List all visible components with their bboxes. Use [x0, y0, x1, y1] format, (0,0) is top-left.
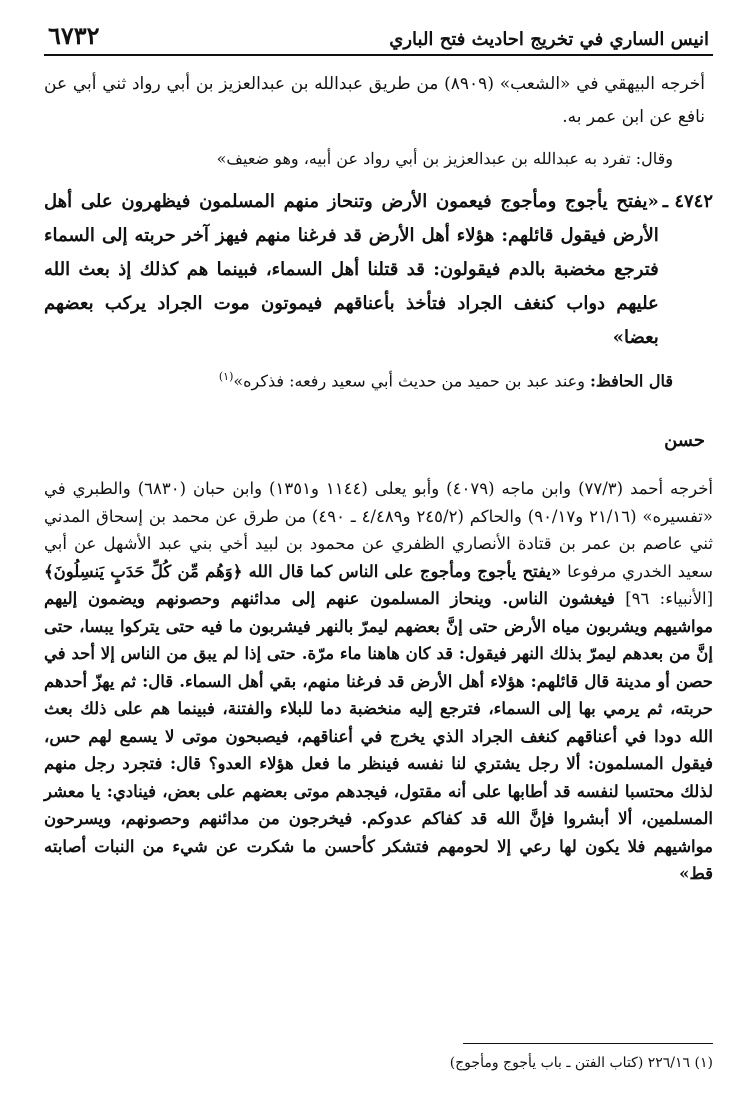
running-header — [44, 22, 713, 56]
hadith-grade: حسن — [664, 430, 705, 452]
takhrij-sources: أخرجه أحمد (٧٧/٣) وابن ماجه (٤٠٧٩) وأبو يعلى (١١٤٤ و١٣٥١) وابن حبان (٦٨٣٠) والطبري في «تفسيره» (٢١/١٦ و٩٠/١٧) والحاكم (٢٤٥/٢ و٤/٤٨٩ ـ ٤٩٠) من طرق عن محمد بن إسحاق المدني ثني عاصم بن عمر بن قتادة الأنصاري الظفري عن محمود بن لبيد أخي بني عبد الأشهل عن أبي سعيد الخدري مرفوعا — [44, 479, 713, 581]
page-number: ٦٧٣٢ — [48, 21, 100, 50]
hafiz-text: وعند عبد بن حميد من حديث أبي سعيد رفعه: فذكره» — [233, 371, 585, 391]
intro-quote-paragraph: وقال: تفرد به عبدالله بن عبدالعزيز بن أبي رواد عن أبيه، وهو ضعيف» — [216, 149, 673, 168]
intro-paragraph: أخرجه البيهقي في «الشعب» (٨٩٠٩) من طريق عبدالله بن عبدالعزيز بن أبي رواد ثني أبي عن نافع عن ابن عمر به. — [44, 74, 705, 127]
hadith-number: ٤٧٤٢ ـ — [662, 191, 713, 212]
takhrij-verse-ref: [الأنبياء: ٩٦] — [625, 589, 714, 609]
hadith-block — [44, 185, 713, 355]
takhrij-hadith-start: «يفتح يأجوج ومأجوج على الناس كما قال الله ﴿وَهُم مِّن كُلِّ حَدَبٍ يَنسِلُونَ﴾ — [44, 561, 562, 581]
hafiz-statement — [44, 361, 713, 397]
footnote-divider — [463, 1043, 713, 1044]
footnote: (١) ٢٢٦/١٦ (كتاب الفتن ـ باب يأجوج ومأجوج) — [449, 1055, 713, 1071]
book-title: انيس الساري في تخريج احاديث فتح الباري — [389, 29, 709, 50]
takhrij-hadith-body: فيغشون الناس. وينحاز المسلمون عنهم إلى مدائنهم وحصونهم ويضمون إليهم مواشيهم ويشربون مياه الأرض حتى إنَّ بعضهم ليمرّ بالنهر فيشربون ما فيه حتى يتركوا يبسا، حتى إنَّ من بعدهم ليمرّ بذلك النهر فيقول: قد كان هاهنا ماء مرّة. حتى إذا لم يبق من الناس إلا أحد في حصن أو مدينة قال قائلهم: هؤلاء أهل الأرض قد فرغنا منهم، بقي أهل السماء. قال: ثم يهزّ أحدهم حربته، ثم يرمي بها إلى السماء، فترجع إليه منخضبة دما للبلاء والفتنة، فبينما هم على ذلك بعث الله دودا في أعناقهم كنغف الجراد الذي يخرج في أعناقهم، فيصبحون موتى لا يسمع لهم حس، فيقول المسلمون: ألا رجل يشتري لنا نفسه فينظر ما فعل هؤلاء العدو؟ قال: فتجرد رجل منهم لذلك محتسبا لنفسه قد أطابها على أنه مقتول، فيجدهم موتى بعضهم على بعض، فينادي: يا معشر المسلمين، ألا أبشروا فإنَّ الله قد كفاكم عدوكم. فيخرجون من مدائنهم وحصونهم، ويسرحون مواشيهم فلا يكون لها رعي إلا لحومهم فتشكر كأحسن ما شكرت عن شيء من النبات أصابته قط» — [44, 589, 713, 884]
footnote-marker[interactable]: (١) — [218, 370, 234, 383]
hafiz-label: قال الحافظ: — [590, 371, 673, 391]
hadith-text: «يفتح يأجوج ومأجوج فيعمون الأرض وتنحاز منهم المسلمون فيظهرون على أهل الأرض فيقول قائلهم: هؤلاء أهل الأرض قد فرغنا منهم فيهز آخر حربته إلى السماء فترجع مخضبة بالدم فيقولون: قد قتلنا أهل السماء، فبينما هم كذلك إذ بعث الله عليهم دواب كنغف الجراد فتأخذ بأعناقهم فيموتون موت الجراد يركب بعضهم بعضا» — [44, 191, 659, 348]
takhrij-paragraph — [44, 475, 713, 888]
